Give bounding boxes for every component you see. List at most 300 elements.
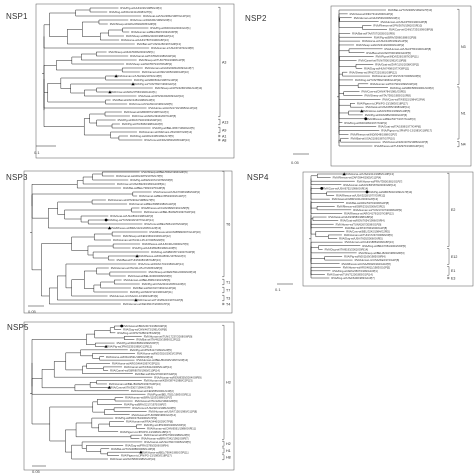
branch [84,119,110,136]
genotype-label: A3 [222,60,227,65]
taxon-label: RVA/Dog-wt/GBR/5893/2001/G6P[2] [389,86,434,90]
taxon-label: RVA/Rhesus-wt/IND/9048/1988/G2P[7] [350,133,398,137]
taxon-label: RVA/Human-wt/JPN/9012/1988/G7P[5] [107,199,155,203]
tree-panel-nsp1 [0,0,237,158]
taxon-label: RVA/Human-wt/CHN/6561/1986/G6P[11] [147,427,196,431]
taxon-label: RVA/Human-wt/BEL/8081/1991/G5P[6] [123,279,171,283]
taxon-label: RVA/Rhesus-wt/HUN/8898/2007/G12P[10] [149,231,201,235]
scale-bar-label: 0.05 [28,309,36,314]
taxon-label: RVA/Cow-wt/ARG/4944/2007/G3P[5] [131,115,177,119]
taxon-label: RVA/Pig-wt/IND/1169/1985/G8P[4] [344,255,386,259]
taxon-label: RVA/Goat-wt/KEN/7654/1996/G9P[4] [340,219,385,223]
clade-bracket [447,277,449,279]
taxon-label: RVA/Goat-wt/BRA/3074/1980/G9P[4] [122,325,167,329]
taxon-label: RVA/Human-wt/BRA/7342/1991/G8P[7] [141,437,189,441]
genotype-label: E2 [451,208,456,213]
taxon-label: RVA/Horse-wt/USA/2414/1986/G10P[13] [345,173,394,177]
branch [122,68,143,72]
branch [311,258,340,263]
taxon-label: RVA/Goat-wt/ITA/1202/1994/G8P[9] [134,400,178,404]
taxon-label: RVA/Goat-wt/HUN/4958/1988/G8P[2] [328,216,374,220]
taxon-label: RVA/Human-wt/HUN/2484/2009/G11P[7] [144,67,194,71]
taxon-label: RVA/Cow-xx/FRA/RF/1982/G6P[1] [130,19,172,23]
taxon-label: RVA/Cow-wt/BEL/5061/1976/G9P[2] [144,223,188,227]
clade-bracket [447,266,449,275]
taxon-label: RVA/Dog-wt/JPN/7188/1978/G6P[9] [117,331,161,335]
taxon-label: RVA/Pig-wt/HUN/8028/1999/G10P[5] [132,247,177,251]
clade-bracket [222,171,224,277]
clade-bracket [222,441,224,446]
branch [94,234,112,240]
taxon-label: RVA/Pig-wt/IND/344/2004/G1P[1] [150,27,191,31]
genotype-label: E3 [451,276,456,281]
taxon-label: RVA/Sheep-wt/KEN/4691/1993/G1P[12] [122,235,171,239]
genotype-label: T4 [226,302,231,307]
taxon-label: RVA/Pig-wt/JPN/5235/1985/G12P[12] [107,345,152,349]
taxon-label: RVA/Pigeon-tc/JPN/PO-13/1983/G18P[17] [121,454,172,458]
clade-bracket [457,9,459,84]
branch [90,114,105,123]
taxon-label: RVA/Rhesus-wt/USA/5228/1977/G9P[12] [336,194,386,198]
branch [101,282,131,288]
genotype-label: H1 [226,448,231,453]
taxon-label: RVA/Pig-wt/BEL/4657/1993/G1P[5] [152,127,195,131]
taxon-label: RVA/Sheep-wt/BEL/5002/1994/G9P[6] [141,171,188,175]
taxon-label: RVA/Camel-wt/TUN/7800/1992/G10P[8] [358,59,407,63]
taxon-label: RVA/Goat-wt/JPN/3160/2009/G1P[10] [138,95,184,99]
clade-bracket [222,279,224,285]
clade-bracket [218,127,220,133]
branch [114,326,121,329]
taxon-label: RVA/Sheep-wt/TUN/7591/1998/G1P[5] [138,59,185,63]
taxon-label: RVA/Pig-wt/GBR/5042/1987/G10P[2] [133,79,179,83]
taxon-label: RVA/Sheep-wt/KEN/5911/2009/G6P[10] [148,271,197,275]
branch [101,449,109,454]
genotype-label: T7 [226,288,231,293]
taxon-label: RVA/Rhesus-wt/JPN/3676/1992/G5P[10] [373,24,423,28]
taxon-label: RVA/Pigeon-tc/JPN/PO-13/1983/G18P[17] [120,430,171,434]
clade-bracket [218,119,220,125]
taxon-label: RVA/Human-wt/ITA/7919/1999/G9P[10] [370,82,418,86]
branch [32,339,86,386]
branch [311,219,334,224]
branch [56,61,122,71]
taxon-label: RVA/Goat-wt/ZAF/2079/1986/G10P[5] [382,141,428,145]
taxon-label: RVA/Bat-wt/TUN/4128/1997/G9P[13] [136,43,181,47]
clade-bracket [218,139,220,141]
branch [77,181,121,189]
taxon-label: RVA/Pig-wt/BRA/3598/1988/G2P[8] [373,36,417,40]
taxon-label: RVA/Cow-wt/FRA/3050/2005/G9P[13] [144,139,190,143]
taxon-label: RVA/Pig-wt/ITA/836/1998/G11P[8] [121,123,163,127]
branch [110,328,115,333]
taxon-label: RVA/Pig-wt/FRA/986/2000/G10P[6] [364,114,407,118]
taxon-label: RVA/Pig-wt/JPN/9045/2006/G5P[4] [143,423,186,427]
taxon-label: RVA/Human-tc/USA/Wa/1974/G1P[8] [117,75,162,79]
taxon-label: RVA/Bat-wt/TUN/3005/1992/G7P[10] [387,9,432,13]
taxon-label: RVA/Cow-wt/BEL/3242/1984/G2P[5] [346,230,390,234]
taxon-label: RVA/Bat-wt/ZAF/4481/1983/G4P[3] [112,99,155,103]
taxon-label: RVA/Pigeon-tc/JPN/PO-13/1983/G18P[17] [356,102,408,106]
taxon-label: RVA/Camel-wt/USA/7008/1980/G9P[4] [153,191,200,195]
taxon-label: RVA/Rhesus-wt/TUN/2970/1996/G3P[10] [374,145,424,149]
taxon-label: RVA/Sheep-wt/JPN/2722/1981/G8P[12] [349,71,397,75]
taxon-label: RVA/Dog-wt/ITA/8193/2002/G9P[14] [324,248,368,252]
taxon-label: RVA/Human-wt/TUN/17237/2008/G6P[9] [343,234,393,238]
genotype-label: A9 [222,128,227,133]
taxon-label: RVA/Pig-wt/BRA/2217/1975/G6P[7] [123,403,167,407]
clade-bracket [218,7,220,117]
branch [132,208,142,212]
branch [339,35,360,41]
scale-bar-label: 0.05 [32,469,40,474]
clade-bracket [457,87,459,139]
taxon-label: RVA/Camel-wt/IND/1305/1996/G3P[10] [141,71,189,75]
taxon-label: RVA/Human-tc/USA/AU-1/1982/G3P3[9] [109,295,158,299]
taxon-label: RVA/Horse-wt/ARG/5464/1997/G3P[10] [112,362,160,366]
taxon-label: RVA/Goat-wt/USA/955/1998/G9P[11] [365,106,410,110]
taxon-label: RVA/Pig-wt/GBR/5032/1991/G7P[14] [368,191,413,195]
taxon-label: RVA/Camel-wt/BEL/8388/1980/G11P[3] [129,203,177,207]
genotype-label: N1 [461,111,466,116]
phylogenetic-tree [0,316,237,474]
taxon-label: RVA/Bat-wt/USA/2106/1987/G7P[10] [350,137,395,141]
branch [44,93,84,126]
taxon-label: RVA/Human-wt/BEL/B10925/1997/G6P[14] [143,211,196,215]
genotype-label: E12 [451,254,458,259]
taxon-label: RVA/Bat-wt/ZAF/917/1991/G12P[11] [132,287,177,291]
taxon-label: RVA/Bat-wt/TUN/4888/2008/G10P[9] [111,447,156,451]
taxon-label: RVA/Camel-wt/ARG/4879/1976/G7P[5] [116,175,163,179]
tree-panel-nsp2 [237,0,474,168]
taxon-label: RVA/Dog-wt/FRA/1131/2008/G7P[1] [109,11,153,15]
panel-title: NSP1 [6,12,28,21]
branch [94,285,128,292]
strain-marker-dot [366,191,369,194]
clade-bracket [222,303,224,305]
clade-bracket [457,141,459,146]
scale-bar-label: 0.1 [275,287,281,292]
taxon-label: RVA/Dog-wt/CHN/4673/1991/G6P[8] [123,328,167,332]
taxon-label: RVA/Camel-wt/ITA/5520/1986/G9P[11] [130,55,177,59]
taxon-label: RVA/Human-wt/ITA/111-05-27/2005/G6P[9] [113,239,165,243]
taxon-label: RVA/Human-wt/FRA/3446/2003/G7P[8] [125,420,173,424]
clade-bracket [447,173,449,246]
branch [339,113,342,122]
taxon-label: RVA/Dog-wt/FRA/2789/2006/G8P[4] [125,444,169,448]
branch [97,399,122,404]
taxon-label: RVA/Horse-wt/TUN/6267/2008/G1P[9] [335,223,382,227]
tree-panel-nsp5 [0,316,237,474]
taxon-label: RVA/Human-wt/TUN/17237/2008/G6P[9] [143,335,193,339]
branch [104,410,129,415]
taxon-label: RVA/Horse-wt/FRA/2531/1989/G6P[13] [106,355,154,359]
taxon-label: RVA/Cow-wt/USA/6752/1996/G6P[14] [322,187,369,191]
taxon-label: RVA/Pig-wt/HUN/226/1985/G3P[4] [120,7,162,11]
taxon-label: RVA/Pig-wt/IND/6326/1987/G5P[11] [375,55,419,59]
branch [131,435,142,438]
taxon-label: RVA/Human-wt/IND/mani-253/2007/G6P[14] [139,131,192,135]
taxon-label: RVA/Human-wt/CHN/1885/2009/G5P[13] [344,241,394,245]
taxon-label: RVA/Goat-wt/ITA/1908/1977/G4P[6] [378,125,421,129]
genotype-label: A8 [222,138,227,143]
panel-title: NSP5 [7,323,29,332]
branch [42,369,75,388]
branch [72,237,95,251]
taxon-label: RVA/Human-tc/USA/P/1974/G3P[8] [151,47,194,51]
branch [32,184,77,206]
taxon-label: RVA/Human-wt/USA/PTR/1990/G3P[8] [380,20,428,24]
taxon-label: RVA/Goat-wt/ZAF/1191/2008/G5P[2] [375,63,419,67]
taxon-label: RVA/Rhesus-wt/ZAF/3944/2005/G11P[4] [332,176,382,180]
genotype-label: T3 [226,296,231,301]
clade-bracket [222,287,224,293]
taxon-label: RVA/Human-wt/BEL/8915/1994/G5P[5] [131,31,178,35]
genotype-label: A13 [222,120,229,125]
taxon-label: RVA/Human-wt/ITA/111-05-27/2005/G6P[9] [110,267,163,271]
taxon-label: RVA/Goat-wt/TUN/998/1984/G1P[14] [131,413,176,417]
taxon-label: RVA/Cow-tc/USA/WC3/1981/G6P[5] [132,406,176,410]
taxon-label: RVA/Human-wt/USA/PTR/1990/G3P[8] [384,47,432,51]
branch [83,177,115,184]
taxon-label: RVA/Horse-wt/BEL/7904/1985/G3P[11] [141,451,189,455]
taxon-label: RVA/Human-wt/KEN/8359/2004/G8P[9] [154,376,202,380]
branch [99,424,118,432]
taxon-label: RVA/Horse-wt/ARG/4811/1983/G10P[5] [342,266,390,270]
taxon-label: RVA/Cow-wt/USA/B223/1983/G10P8[11] [116,183,166,187]
taxon-label: RVA/Pig-wt/USA/3041/2005/G10P[2] [141,283,186,287]
taxon-label: RVA/Goat-wt/USA/891/1998/G4P[3] [110,215,154,219]
branch [339,51,349,59]
taxon-label: RVA/Goat-wt/USA/3952/1987/G12P[10] [143,15,191,19]
taxon-label: RVA/Sheep-wt/ITA/7591/1983/G10P[8] [364,94,411,98]
taxon-label: RVA/Cow-wt/FRA/1701/1983/G4P[14] [138,263,184,267]
taxon-label: RVA/Dog-wt/TUN/7862/1996/G12P[11] [355,79,402,83]
taxon-label: RVA/Cow-wt/CHN/1733/1999/G8P[6] [388,28,434,32]
taxon-label: RVA/Pig-wt/KEN/1672/1978/G5P[8] [130,179,173,183]
taxon-label: RVA/Horse-wt/FRA/7390/1981/G1P[7] [356,180,403,184]
taxon-label: RVA/Sheep-wt/ARG/2690/2005/G9P[9] [109,23,157,27]
panel-title: NSP3 [6,173,28,182]
taxon-label: RVA/Dog-wt/BRA/7081/2003/G5P[5] [362,244,406,248]
taxon-label: RVA/Rhesus-wt/BEL/5377/1977/G12P[3] [366,117,416,121]
taxon-label: RVA/Pig-wt/IND/4711/1996/G4P[11] [129,291,173,295]
branch [316,231,344,236]
branch [339,74,353,80]
branch [72,445,108,459]
taxon-label: RVA/Cow-wt/ARG/3756/1992/G11P[1] [110,91,157,95]
taxon-label: RVA/Human-wt/TUN/17237/2008/G6P[9] [353,208,402,212]
taxon-label: RVA/Camel-wt/USA/7607/2005/G5P[5] [144,441,191,445]
taxon-label: RVA/Bat-wt/FRA/4760/1997/G4P[1] [134,372,178,376]
taxon-label: RVA/Horse-wt/IND/3516/2003/G3P[4] [137,352,182,356]
taxon-label: RVA/Horse-wt/HUN/7807/1996/G5P[13] [121,39,169,43]
taxon-label: RVA/Sheep-wt/BEL/8223/1980/G8P[3] [358,251,405,255]
taxon-label: RVA/Sheep-wt/BRA/4403/1988/G1P[12] [125,35,174,39]
strain-marker-dot [320,187,323,190]
branch [109,30,124,36]
branch [339,140,372,146]
branch [90,382,108,387]
branch [339,45,354,55]
taxon-label: RVA/Goat-wt/IND/7312/2000/G2P[2] [349,12,394,16]
taxon-label: RVA/Pig-wt/IND/4764/2000/G7P[3] [115,417,157,421]
branch [339,127,376,133]
branch [93,402,105,412]
branch [344,92,363,96]
taxon-label: RVA/Pig-wt/BEL/7921/1983/G5P[11] [147,393,191,397]
taxon-label: RVA/Goat-wt/GBR/6873/1987/G1P[3] [123,111,169,115]
strain-marker-dot [364,117,367,120]
taxon-label: RVA/Bat-wt/HUN/2769/1982/G10P[5] [366,51,411,55]
taxon-label: RVA/Horse-wt/HUN/6513/1999/G10P[5] [362,110,411,114]
taxon-label: RVA/Rhesus-wt/GBR/2316/2006/G3P[2] [336,205,385,209]
taxon-label: RVA/Dog-wt/ARG/3507/1999/G10P[1] [332,269,378,273]
taxon-label: RVA/Sheep-wt/ZAF/5366/2002/G5P[1] [108,51,155,55]
panel-title: NSP2 [245,14,267,23]
taxon-label: RVA/Dog-wt/TUN/9018/1977/G12P[14] [107,219,154,223]
taxon-label: RVA/Bat-wt/BEL/7382/1975/G9P[6] [123,187,166,191]
taxon-label: RVA/Human-wt/BEL/B10925/1997/G6P[14] [136,359,189,363]
genotype-label: H3 [226,380,231,385]
branch [50,13,76,37]
taxon-label: RVA/Bat-wt/ARG/5370/2008/G2P[8] [346,201,389,205]
genotype-label: N3 [461,45,466,50]
taxon-label: RVA/Camel-wt/BEL/3552/2003/G11P[7] [139,195,187,199]
strain-marker-dot [120,325,123,328]
branch [311,225,316,234]
genotype-label: A1 [222,134,227,139]
genotype-label: H2 [226,441,231,446]
taxon-label: RVA/Dog-wt/ARG/4395/1991/G7P[5] [129,135,174,139]
tree-panel-nsp4 [237,168,474,316]
clade-bracket [222,325,224,439]
branch [61,78,106,89]
taxon-label: RVA/Camel-wt/GBR/8078/1990/G10P[14] [110,369,160,373]
branch [82,22,100,37]
branch [65,430,76,452]
tree-panel-nsp3 [0,168,237,316]
branch [58,202,92,215]
taxon-label: RVA/Rhesus-wt/USA/8032/1994/G11P[8] [341,262,391,266]
taxon-label: RVA/Cow-wt/CHN/4784/1981/G5P[5] [361,90,406,94]
taxon-label: RVA/Human-wt/USA/7150/1980/G11P[8] [148,410,198,414]
clade-bracket [218,135,220,137]
branch [87,364,110,369]
phylogenetic-tree [237,168,474,316]
taxon-label: RVA/Pig-wt/FRA/8969/1999/G5P[7] [116,342,159,346]
taxon-label: RVA/Human-wt/BRA/1103/1989/G1P[7] [125,396,173,400]
taxon-label: RVA/Human-wt/HUN/BP1879/2003/G6P[14] [343,183,396,187]
branch [44,65,56,92]
strain-marker-dot [105,219,108,222]
branch [339,86,358,94]
taxon-label: RVA/Sheep-wt/ZAF/5579/1978/G8P[2] [126,63,172,67]
taxon-label: RVA/Human-tc/USA/Wa/1974/G1P[8] [354,259,400,263]
taxon-label: RVA/Bat-wt/JPN/3796/2000/G1P[8] [344,226,387,230]
scale-bar-label: 0.1 [34,150,40,155]
branch [97,268,110,274]
genotype-label: T1 [226,280,231,285]
taxon-label: RVA/Goat-wt/TUN/7120/1983/G1P[14] [326,273,373,277]
taxon-label: RVA/Cow-wt/ITA/3307/1994/G3P[4] [110,386,153,390]
taxon-label: RVA/Horse-wt/HUN/1719/1995/G11P[13] [148,107,198,111]
taxon-label: RVA/Bat-wt/ITA/6707/2005/G10P[9] [352,32,395,36]
taxon-label: RVA/Sheep-wt/JPN/3268/1991/G4P[14] [154,87,203,91]
taxon-label: RVA/Pig-wt/FRA/7932/1994/G9P[10] [117,119,162,123]
branch [339,14,348,20]
taxon-label: RVA/Bat-wt/ITA/4620/1989/G12P[12] [136,338,181,342]
taxon-label: RVA/Dog-wt/IND/4684/1977/G9P[1] [344,121,387,125]
branch [339,108,365,119]
taxon-label: RVA/Dog-wt/GBR/3571/2007/G3P[6] [151,251,195,255]
taxon-label: RVA/Goat-wt/ZAF/5836/1986/G2P[14] [109,458,156,462]
branch [66,353,83,370]
taxon-label: RVA/Rhesus-wt/FRA/8031/1976/G1P[3] [138,255,186,259]
branch [97,120,116,126]
genotype-label: E1 [451,269,456,274]
genotype-label: N4 [461,142,466,147]
taxon-label: RVA/Rhesus-wt/ARG/4179/2007/G8P[12] [344,212,394,216]
taxon-label: RVA/Cow-tc/USA/WC3/1981/G6P[5] [129,103,173,107]
branch [48,83,106,102]
branch [81,216,108,222]
clade-bracket [222,455,224,460]
branch [88,246,113,255]
taxon-label: RVA/Pig-wt/JPN/5417/1994/G2P[5] [129,348,172,352]
taxon-label: RVA/Human-wt/HUN/536/2008/G9P[1] [353,16,400,20]
taxon-label: RVA/Human-wt/KEN/3874/1988/G2P[13] [143,379,193,383]
scale-bar-label: 0.05 [291,160,299,165]
taxon-label: RVA/Bat-wt/TUN/6408/1987/G8P[13] [116,259,161,263]
taxon-label: RVA/Rhesus-wt/BRA/1021/2005/G12P[13] [110,227,162,231]
branch [32,195,41,270]
branch [50,407,93,441]
taxon-label: RVA/Goat-wt/BEL/4038/2008/G5P[6] [127,275,172,279]
phylogenetic-tree [0,168,237,316]
genotype-label: H8 [226,455,231,460]
taxon-label: RVA/Dog-wt/USA/7605/2006/G6P[5] [339,237,383,241]
taxon-label: RVA/Camel-wt/TUN/8421/1997/G1P[6] [136,299,184,303]
taxon-label: RVA/Dog-wt/HUN/7498/1977/G8P[11] [364,67,410,71]
taxon-label: RVA/Camel-wt/ITA/6312/2005/G12P[14] [124,366,172,370]
taxon-label: RVA/Rhesus-wt/HUN/401/2009/G7P[9] [142,243,189,247]
phylogenetic-tree [0,0,237,158]
taxon-label: RVA/Human-wt/TUN/17237/2008/G6P[9] [372,75,421,79]
taxon-label: RVA/Human-wt/BEL/B10925/1997/G6P[14] [108,383,161,387]
clade-bracket [222,448,224,453]
branch [100,33,119,40]
genotype-label: T6 [226,222,231,227]
branch [86,334,95,345]
branch [339,102,349,113]
clade-bracket [222,295,224,301]
branch [72,57,124,64]
taxon-label: RVA/Horse-wt/USA/4405/1994/G1P[9] [362,40,408,44]
taxon-label: RVA/Pigeon-tc/JPN/PO-13/1983/G18P[17] [381,129,432,133]
phylogenetic-tree [237,0,474,168]
taxon-label: RVA/Sheep-wt/HUN/3129/2000/G10P[2] [356,44,405,48]
taxon-label: RVA/Goat-wt/GBR/1341/2003/G2P[13] [331,198,378,202]
taxon-label: RVA/Goat-wt/KEN/655/2001/G3P[2] [130,389,174,393]
branch [84,271,96,289]
taxon-label: RVA/Camel-wt/JPN/7993/1989/G2P[6] [143,434,190,438]
taxon-label: RVA/Cow-wt/ITA/8315/1984/G2P[4] [382,98,425,102]
branch [32,363,50,424]
taxon-label: RVA/Dog-wt/USA/649/1983/G11P[7] [331,277,375,281]
taxon-label: RVA/Rhesus-wt/CHN/4682/1991/G5P[5] [141,207,190,211]
taxon-label: RVA/Pig-wt/TUN/7697/1993/G1P[2] [133,83,177,87]
